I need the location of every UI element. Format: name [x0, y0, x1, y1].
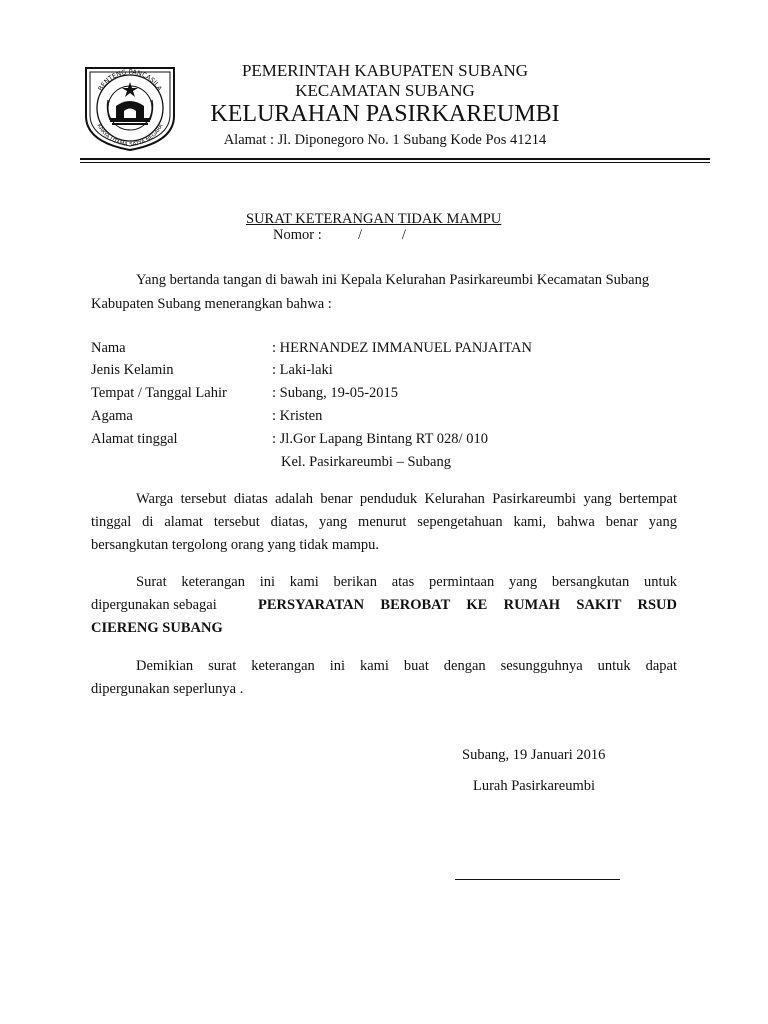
letterhead-rule-thin: [80, 162, 710, 163]
field-address-value: : Jl.Gor Lapang Bintang RT 028/ 010: [272, 431, 488, 447]
letterhead-government: PEMERINTAH KABUPATEN SUBANG: [241, 61, 529, 80]
field-name-label: Nama: [91, 340, 126, 356]
paragraph-3-purpose-bold: PERSYARATAN BEROBAT KE RUMAH SAKIT RSUD: [258, 597, 677, 613]
paragraph-3-line-2-prefix: dipergunakan sebagai: [91, 597, 217, 613]
emblem-top-text: BENTENG PANCASILA: [96, 67, 164, 93]
intro-line-2: Kabupaten Subang menerangkan bahwa :: [91, 296, 332, 312]
paragraph-4-line-1: Demikian surat keterangan ini kami buat dengan sesungguhnya untuk dapat: [136, 658, 677, 674]
letterhead-rule-thick: [80, 158, 710, 160]
paragraph-2-line-3: bersangkutan tergolong orang yang tidak mampu.: [91, 537, 380, 553]
emblem-bottom-text: KARYA UTAMA SATYA NEGARA: [95, 123, 165, 149]
field-birth-label: Tempat / Tanggal Lahir: [91, 385, 227, 401]
intro-line-1: Yang bertanda tangan di bawah ini Kepala Kelurahan Pasirkareumbi Kecamatan Subang: [136, 272, 650, 288]
field-gender-label: Jenis Kelamin: [91, 362, 174, 378]
signature-place-date: Subang, 19 Januari 2016: [462, 747, 606, 763]
paragraph-3-line-1: Surat keterangan ini kami berikan atas permintaan yang bersangkutan untuk: [136, 574, 677, 590]
signature-position: Lurah Pasirkareumbi: [473, 778, 596, 794]
paragraph-4-line-2: dipergunakan seperlunya .: [91, 681, 244, 697]
paragraph-2-line-2: tinggal di alamat tersebut diatas, yang menurut sepengetahuan kami, bahwa benar yang: [91, 514, 677, 530]
svg-text:KARYA UTAMA SATYA NEGARA: [95, 123, 164, 148]
field-address-value-2: Kel. Pasirkareumbi – Subang: [281, 454, 451, 470]
field-address-label: Alamat tinggal: [91, 431, 178, 447]
letterhead-address: Alamat : Jl. Diponegoro No. 1 Subang Kode Pos 41214: [223, 132, 547, 148]
letterhead-village: KELURAHAN PASIRKAREUMBI: [210, 101, 560, 127]
field-birth-value: : Subang, 19-05-2015: [272, 385, 399, 401]
field-religion-value: : Kristen: [272, 408, 323, 424]
document-number: Nomor : / /: [273, 227, 406, 243]
field-gender-value: : Laki-laki: [272, 362, 333, 378]
field-name-value: : HERNANDEZ IMMANUEL PANJAITAN: [272, 340, 532, 356]
paragraph-3-purpose-bold-2: CIERENG SUBANG: [91, 620, 223, 636]
letterhead-district: KECAMATAN SUBANG: [295, 81, 475, 100]
field-religion-label: Agama: [91, 408, 133, 424]
document-title: SURAT KETERANGAN TIDAK MAMPU: [246, 211, 502, 227]
kabupaten-emblem-icon: [80, 60, 180, 152]
paragraph-2-line-1: Warga tersebut diatas adalah benar penduduk Kelurahan Pasirkareumbi yang bertempat: [136, 491, 677, 507]
signature-line: [455, 879, 620, 880]
